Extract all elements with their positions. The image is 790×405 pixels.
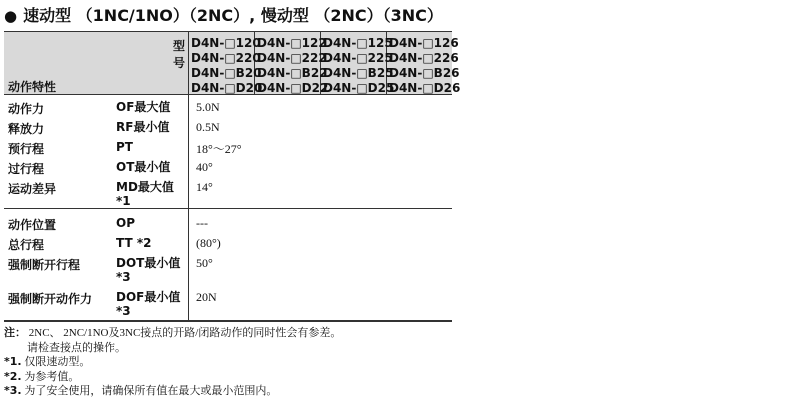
- model-number: D4N-□B22: [257, 66, 328, 80]
- row-name: 运动差异: [8, 182, 57, 196]
- model-number: D4N-□B25: [323, 66, 394, 80]
- row-value: 40°: [196, 160, 213, 174]
- note-text: 请检查接点的操作。: [27, 341, 126, 354]
- note-line: [4, 326, 341, 341]
- row-symbol: DOF最小值 *3: [116, 290, 181, 318]
- row-value: 50°: [196, 256, 213, 270]
- row-value: 5.0N: [196, 100, 220, 114]
- row-symbol: OF最大值: [116, 100, 171, 114]
- row-symbol: PT: [116, 140, 133, 154]
- model-number: D4N-□126: [389, 36, 459, 50]
- model-column-4: [389, 36, 460, 96]
- model-column-3: [323, 36, 394, 96]
- section-heading: [4, 2, 443, 30]
- footnote-1: [4, 355, 341, 370]
- model-number: D4N-□D25: [323, 81, 395, 95]
- row-symbol: OT最小值: [116, 160, 171, 174]
- model-number: D4N-□222: [257, 51, 327, 65]
- footnote-key: *3.: [4, 384, 22, 397]
- row-name: 动作力: [8, 102, 45, 116]
- row-name: 强制断开行程: [8, 258, 81, 272]
- footnote-text: 为了安全使用，请确保所有值在最大或最小范围内。: [24, 385, 278, 397]
- header-divider: [188, 32, 189, 94]
- row-value: ---: [196, 216, 208, 230]
- model-number: D4N-□226: [389, 51, 459, 65]
- group-separator: [4, 208, 452, 209]
- heading-text: 速动型 （1NC/1NO）（2NC）, 慢动型 （2NC）（3NC）: [23, 6, 443, 25]
- row-symbol: TT *2: [116, 236, 152, 250]
- row-name: 强制断开动作力: [8, 292, 93, 306]
- note-text: 2NC、 2NC/1NO及3NC接点的开路/闭路动作的同时性会有参差。: [28, 327, 342, 339]
- row-name: 动作位置: [8, 218, 57, 232]
- characteristics-table: [4, 31, 461, 322]
- model-number: D4N-□220: [191, 51, 261, 65]
- row-value: 18°～27°: [196, 142, 242, 156]
- footnotes: [4, 326, 341, 399]
- footnote-text: 为参考值。: [24, 370, 80, 383]
- row-value: 14°: [196, 180, 213, 194]
- footnote-2: [4, 370, 341, 385]
- model-number: D4N-□D20: [191, 81, 263, 95]
- model-column-1: [191, 36, 262, 96]
- model-number: D4N-□125: [323, 36, 393, 50]
- model-number: D4N-□D26: [389, 81, 461, 95]
- characteristics-label: 动作特性: [8, 80, 57, 94]
- model-number: D4N-□B26: [389, 66, 460, 80]
- footnote-text: 仅限速动型。: [24, 356, 91, 368]
- model-number: D4N-□D22: [257, 81, 329, 95]
- table-bottom-border: [4, 320, 452, 322]
- model-column-2: [257, 36, 328, 96]
- row-name: 预行程: [8, 142, 45, 156]
- model-number: D4N-□120: [191, 36, 261, 50]
- model-number: D4N-□122: [257, 36, 327, 50]
- row-value: (80°): [196, 236, 221, 250]
- row-symbol: OP: [116, 216, 135, 230]
- model-number: D4N-□B20: [191, 66, 262, 80]
- row-value: 20N: [196, 290, 217, 304]
- model-label: 型号: [172, 39, 185, 70]
- bullet-icon: ●: [4, 7, 18, 25]
- row-name: 过行程: [8, 162, 45, 176]
- model-number: D4N-□225: [323, 51, 393, 65]
- row-name: 总行程: [8, 238, 45, 252]
- table-header: [4, 31, 461, 95]
- note-line: [4, 341, 341, 356]
- footnote-3: [4, 384, 341, 399]
- row-symbol: RF最小值: [116, 120, 170, 134]
- footnote-key: *1.: [4, 355, 22, 368]
- note-key: 注：: [4, 326, 26, 339]
- footnote-key: *2.: [4, 369, 22, 383]
- row-name: 释放力: [8, 122, 45, 136]
- row-symbol: DOT最小值 *3: [116, 256, 181, 284]
- row-value: 0.5N: [196, 120, 220, 134]
- row-symbol: MD最大值 *1: [116, 180, 174, 208]
